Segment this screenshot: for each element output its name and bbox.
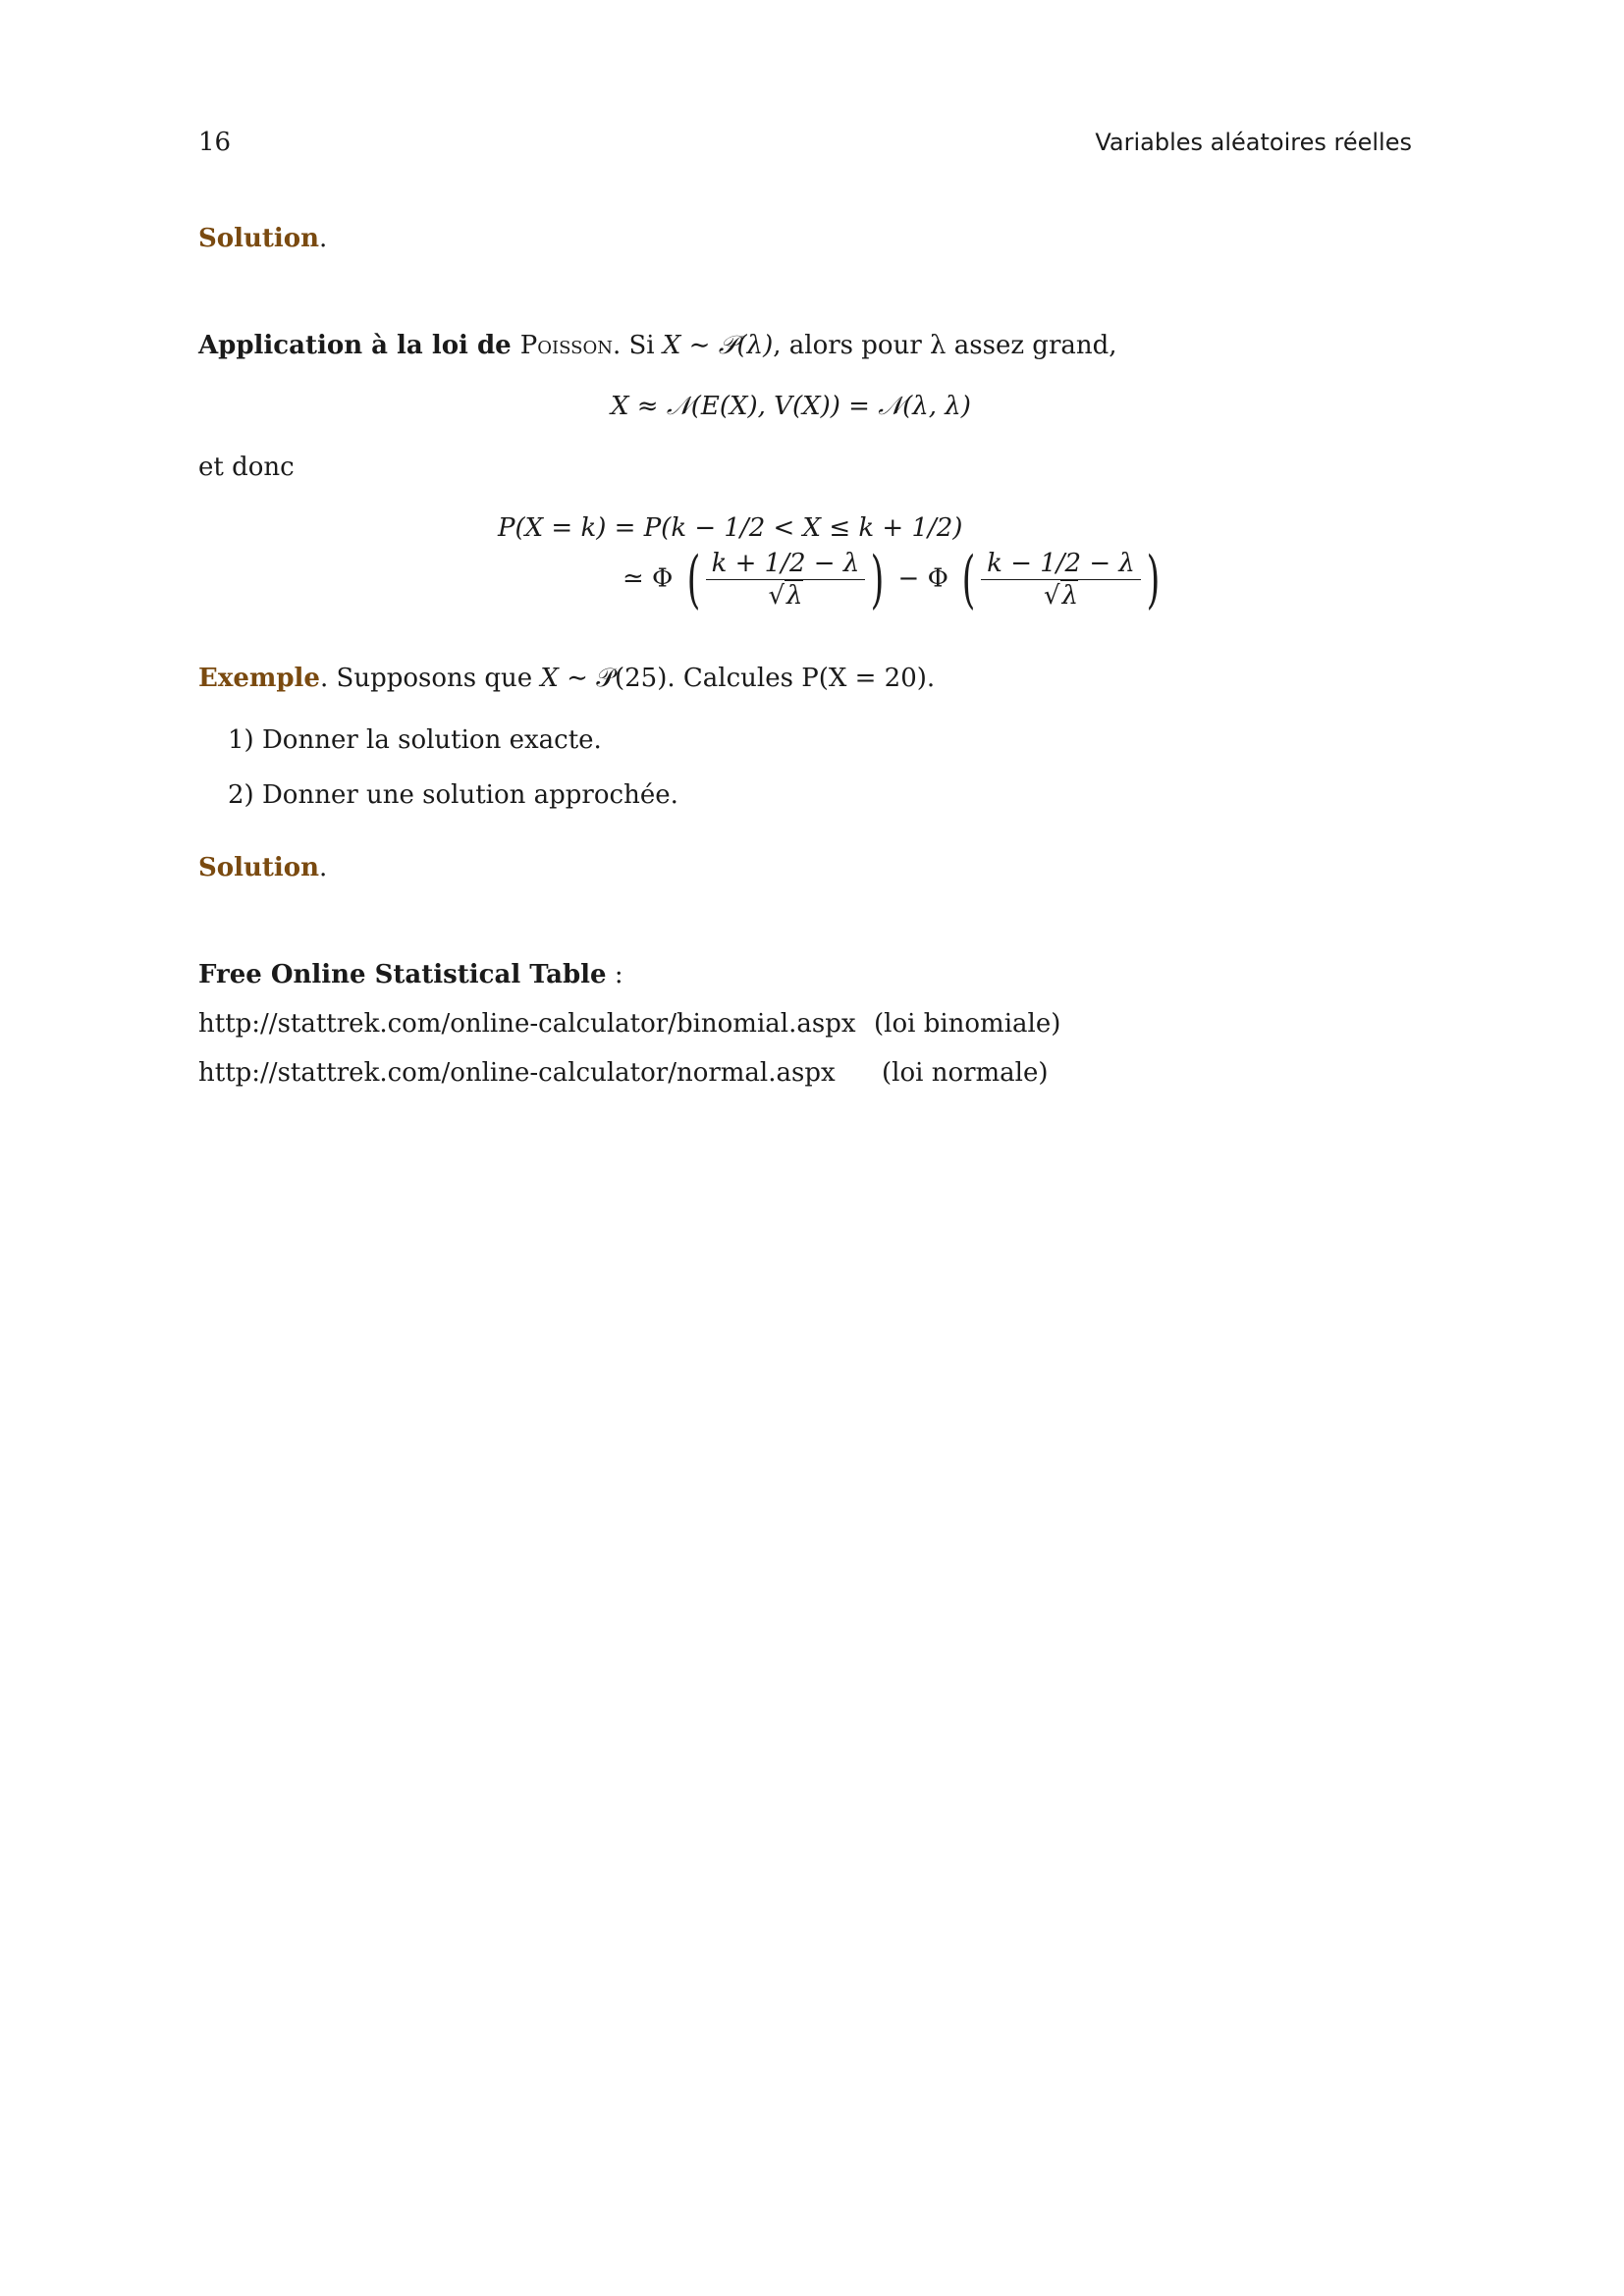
- left-paren-2: (: [961, 543, 976, 616]
- minus-phi: − Φ: [890, 563, 948, 594]
- equation-rhs: P(k − 1/2 < X ≤ k + 1/2): [643, 513, 963, 543]
- exemple-paragraph: [198, 662, 935, 695]
- solution-heading-1: [198, 222, 327, 255]
- fraction-2: [981, 548, 1141, 612]
- page-number: 16: [198, 128, 232, 157]
- solution-label: Solution: [198, 853, 320, 882]
- left-paren-1: (: [686, 543, 700, 616]
- list-item: [228, 778, 678, 812]
- poisson-lambda: 𝒫(λ): [718, 331, 774, 360]
- numerator-1: k + 1/2 − λ: [706, 548, 866, 580]
- approx-phi: ≃ Φ: [623, 563, 674, 594]
- numerator-2: k − 1/2 − λ: [981, 548, 1141, 580]
- list-text: Donner la solution exacte.: [261, 725, 602, 755]
- fraction-1: [706, 548, 866, 612]
- application-after-name: . Si: [612, 331, 663, 360]
- exemple-label: Exemple: [198, 664, 320, 693]
- list-item: [228, 723, 602, 757]
- solution-label: Solution: [198, 224, 320, 253]
- list-text: Donner une solution approchée.: [261, 780, 678, 810]
- application-paragraph: [198, 329, 1117, 362]
- var-x: X: [662, 331, 681, 360]
- equation-line-2: [623, 543, 1165, 616]
- normal-note: (loi normale): [882, 1058, 1049, 1088]
- binomial-note: (loi binomiale): [874, 1009, 1061, 1039]
- free-table-title: [198, 958, 623, 991]
- equation-lhs: P(X = k) =: [498, 513, 644, 543]
- list-number: 1): [228, 725, 254, 755]
- et-donc-text: et donc: [198, 453, 295, 482]
- free-table-colon: :: [606, 960, 623, 989]
- normal-link[interactable]: http://stattrek.com/online-calculator/normal.aspx: [198, 1058, 836, 1088]
- exemple-prob: P(X = 20).: [801, 664, 936, 693]
- equation-line-1: [498, 511, 962, 545]
- application-intro: Application à la loi de: [198, 331, 520, 360]
- denominator-1: √λ: [768, 581, 803, 611]
- list-number: 2): [228, 780, 254, 810]
- sim-symbol: ∼: [680, 331, 719, 360]
- solution-heading-2: [198, 851, 327, 884]
- application-rest: , alors pour λ assez grand,: [773, 331, 1117, 360]
- binomial-link[interactable]: http://stattrek.com/online-calculator/binomial.aspx: [198, 1009, 856, 1039]
- running-title: Variables aléatoires réelles: [1095, 129, 1412, 156]
- exemple-sim: ∼ 𝒫(25). Calcules: [558, 664, 802, 693]
- solution-period: .: [319, 853, 328, 882]
- right-paren-2: ): [1146, 543, 1161, 616]
- right-paren-1: ): [870, 543, 885, 616]
- exemple-var-x: X: [540, 664, 559, 693]
- poisson-name: Poisson: [519, 331, 613, 360]
- free-table-title-text: Free Online Statistical Table: [198, 960, 607, 989]
- solution-period: .: [319, 224, 328, 253]
- denominator-2: √λ: [1044, 581, 1079, 611]
- equation-normal-approx: X ≈ 𝒩(E(X), V(X)) = 𝒩(λ, λ): [611, 392, 971, 421]
- exemple-text: . Supposons que: [319, 664, 541, 693]
